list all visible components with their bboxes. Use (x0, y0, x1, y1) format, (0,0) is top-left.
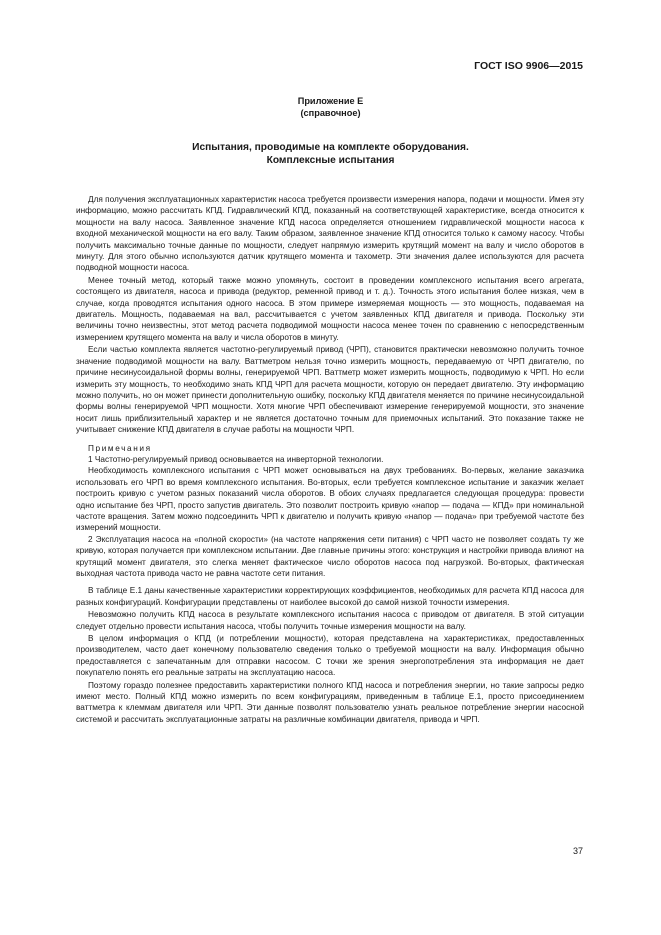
paragraph: В целом информация о КПД (и потреблении мощности), которая представлена на характеристиках, предоставленных производителем, часто дает конечному пользователю сведения только о требуемой мощности на валу. Информация обычно предоставляется с запечатанным для отправки насосом. С точки же зрения энергопотребления эта информация не дает покупателю понять его реальные затраты на эксплуатацию насоса. (76, 634, 584, 678)
section-title-line-1: Испытания, проводимые на комплекте оборудования. (192, 142, 469, 153)
paragraph: Для получения эксплуатационных характеристик насоса требуется произвести измерения напора, подачи и мощности. Имея эту информацию, можно рассчитать КПД. Гидравлический КПД, показанный на соответствующей характеристике, всегда относится к мощности на валу насоса. Заявленное значение КПД насоса определяется отношением гидравлической мощности насоса к входной механической мощности на его валу. Таким образом, заявленное значение КПД относится только к самому насосу. Чтобы получить максимально точные данные по мощности, следует напрямую измерить крутящий момент на валу и число оборотов в минуту. Для этого обычно используются датчик крутящего момента и тахометр. Эти значения далее используются для расчета подводной мощности насоса. (76, 195, 584, 273)
paragraph: Менее точный метод, который также можно упомянуть, состоит в проведении комплексного испытания всего агрегата, состоящего из двигателя, насоса и привода (редуктор, ременной привод и т. д.). Точность этого испытания более низкая, чем в случае, когда проводятся испытания одного насоса. В этом примере измеряемая мощность — это мощность, подаваемая на двигатель. Мощность, подаваемая на вал, рассчитывается с учетом заявленных КПД двигателя и привода. Поскольку эти величины точно неизвестны, этот метод расчета подводимой мощности насоса менее точен по сравнению с непосредственным измерением крутящего момента на валу и числа оборотов в минуту. (76, 275, 584, 342)
standard-header: ГОСТ ISO 9906—2015 (474, 60, 583, 72)
note-item: 1 Частотно-регулируемый привод основывается на инверторной технологии. (88, 454, 384, 464)
note-item: Необходимость комплексного испытания с ЧРП может основываться на двух требованиях. Во-первых, желание заказчика использовать его ЧРП во время комплексного испытания. Во-вторых, если требуется комплексное испытание и заказчик желает построить кривую с учетом разных показаний числа оборотов. В обоих случаях предлагается следующая процедура: провести одно испытание без ЧРП, просто запустив двигатель. Это позволит построить кривую «напор — подача — КПД» при номинальной частоте вращения. Затем можно подсоединить ЧРП к двигателю и получить кривую «напор — подача» при требуемой частоте без измерений мощности. (76, 466, 584, 533)
annex-title: Приложение Е (297, 96, 364, 106)
annex-subtitle: (справочное) (300, 108, 361, 118)
paragraph: В таблице Е.1 даны качественные характеристики корректирующих коэффициентов, необходимых для расчета КПД насоса для разных конфигураций. Конфигурации представлены от наиболее высокой до самой низкой точности измерения. (76, 586, 584, 607)
note-item: 2 Эксплуатация насоса на «полной скорости» (на частоте напряжения сети питания) с ЧРП часто не позволяет создать ту же кривую, которая получается при комплексном испытании. Две главные причины этого: конструкция и настройки привода влияют на крутящий момент двигателя, это слегка меняет фактическое число оборотов насоса под нагрузкой. Во-вторых, фактическая выходная частота привода часто не равна частоте сети питания. (76, 534, 584, 578)
paragraph: Невозможно получить КПД насоса в результате комплексного испытания насоса с приводом от двигателя. В этой ситуации следует отдельно провести испытания насоса, чтобы получить точные измерения мощности на валу. (76, 610, 584, 631)
section-title (0, 141, 661, 167)
paragraph: Поэтому гораздо полезнее предоставить характеристики полного КПД насоса и потребления энергии, но такие запросы редко имеют место. Полный КПД можно измерить по всем конфигурациям, приведенным в таблице Е.1, просто присоединением ваттметра к клеммам двигателя или ЧРП. Эти данные позволят пользователю узнать реальное потребление энергии насосной системой и рассчитать эксплуатационные затраты на различные комбинации двигателя, привода и ЧРП. (76, 680, 584, 724)
body-text (76, 194, 584, 725)
paragraph: Если частью комплекта является частотно-регулируемый привод (ЧРП), становится практически невозможно получить точное значение подводимой мощности на валу. Ваттметром нельзя точно измерить мощность, передаваемую от ЧРП двигателю, по причине несинусоидальной формы волны, генерируемой ЧРП. Ваттметр может измерить мощность, подводимую к ЧРП. Но если измерить эту мощность, то необходимо знать КПД ЧРП для расчета мощности, которую он передает двигателю. Эту информацию можно получить, но он может принести дополнительную ошибку, поскольку КПД двигателя меняется по причине несинусоидальной формы волны генерируемой ЧРП мощности. Хотя многие ЧРП обеспечивают измерение генерируемой мощности, это значение носит лишь приблизительный характер и не является достаточно точным для приемочных испытаний. Это показание также не учитывает снижение КПД двигателя в случае работы на мощности ЧРП. (76, 345, 584, 435)
annex-heading (0, 95, 661, 119)
notes-heading: Примечания (88, 443, 152, 453)
page-number: 37 (572, 846, 583, 856)
section-title-line-2: Комплексные испытания (266, 155, 395, 166)
